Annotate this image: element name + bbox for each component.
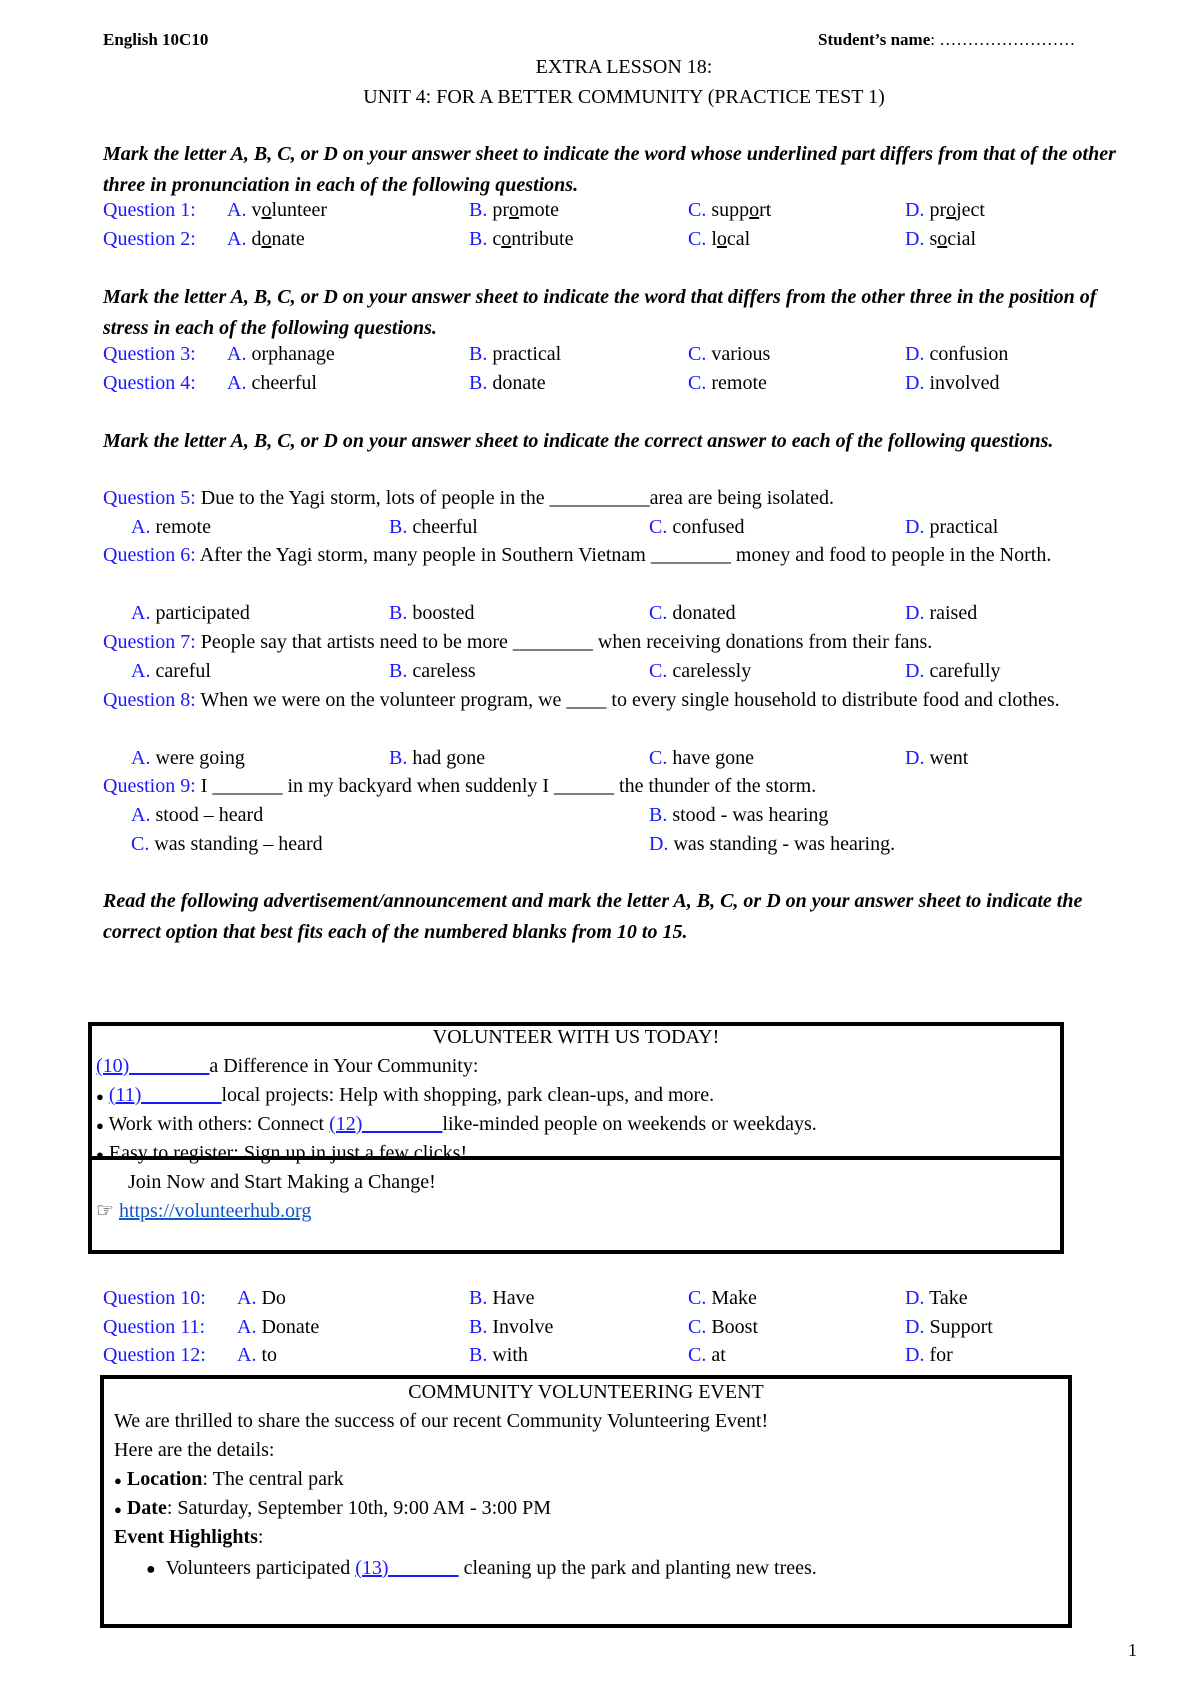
question-label: Question 2: <box>103 228 196 250</box>
option-d[interactable]: D. involved <box>905 372 1000 394</box>
option-a[interactable]: A. stood – heard <box>131 804 264 826</box>
option-a[interactable]: A. Do <box>237 1287 286 1309</box>
underlined-part: o <box>261 199 272 221</box>
option-b[interactable]: B. promote <box>469 199 560 221</box>
bullet-icon: ● <box>146 1561 156 1578</box>
underlined-part: o <box>509 199 520 221</box>
underlined-part: o <box>261 228 272 250</box>
option-b[interactable]: B. contribute <box>469 228 574 250</box>
option-b[interactable]: B. donate <box>469 372 546 394</box>
underlined-part: o <box>749 199 760 221</box>
question-8-stem: Question 8: When we were on the volunteer program, we ____ to every single household to distribute food and clothes. <box>103 689 1060 711</box>
option-c[interactable]: C. donated <box>649 602 736 624</box>
event-highlight-1: ● Volunteers participated (13)_______ cleaning up the park and planting new trees. <box>146 1557 817 1579</box>
question-12 <box>103 1340 1143 1370</box>
option-d[interactable]: D. for <box>905 1344 953 1366</box>
option-d[interactable]: D. raised <box>905 602 978 624</box>
option-a[interactable]: A. were going <box>131 747 245 769</box>
option-a[interactable]: A. donate <box>227 228 305 250</box>
question-7-options <box>103 656 1143 686</box>
option-b[interactable]: B. Have <box>469 1287 535 1309</box>
question-2 <box>103 224 1143 254</box>
option-c[interactable]: C. Make <box>688 1287 757 1309</box>
underlined-part: o <box>937 228 948 250</box>
bullet-icon: ● <box>114 1502 122 1517</box>
option-c[interactable]: C. was standing – heard <box>131 833 323 855</box>
option-d[interactable]: D. Support <box>905 1316 993 1338</box>
underlined-part: o <box>946 199 957 221</box>
option-c[interactable]: C. support <box>688 199 772 221</box>
question-1 <box>103 195 1143 225</box>
option-b[interactable]: B. practical <box>469 343 562 365</box>
option-a[interactable]: A. careful <box>131 660 211 682</box>
student-name-label: Student’s name <box>818 30 931 49</box>
pointing-hand-icon: ☞ <box>96 1200 114 1222</box>
event-title: COMMUNITY VOLUNTEERING EVENT <box>408 1381 764 1403</box>
grammar-instruction: Mark the letter A, B, C, or D on your answer sheet to indicate the correct answer to each of the following questions. <box>103 430 1054 452</box>
event-location: ● Location: The central park <box>114 1468 344 1490</box>
option-d[interactable]: D. went <box>905 747 969 769</box>
option-b[interactable]: B. boosted <box>389 602 475 624</box>
student-name-dots: : …………………… <box>930 30 1076 49</box>
option-a[interactable]: A. orphanage <box>227 343 335 365</box>
option-a[interactable]: A. Donate <box>237 1316 320 1338</box>
volunteerhub-link[interactable]: https://volunteerhub.org <box>118 1200 312 1222</box>
lesson-title: EXTRA LESSON 18: <box>535 56 713 78</box>
ad-line-1: (10)________a Difference in Your Community: <box>96 1055 479 1077</box>
question-label: Question 10: <box>103 1287 206 1309</box>
volunteer-ad-box-outline <box>88 1022 1064 1254</box>
question-10 <box>103 1283 1143 1313</box>
option-b[interactable]: B. Involve <box>469 1316 554 1338</box>
blank-12[interactable]: (12)________ <box>329 1113 443 1135</box>
community-event-box <box>100 1375 1072 1628</box>
question-label: Question 4: <box>103 372 196 394</box>
blank-11[interactable]: (11)________ <box>108 1084 222 1106</box>
option-d[interactable]: D. practical <box>905 516 999 538</box>
underlined-part: o <box>501 228 512 250</box>
question-6-stem: Question 6: After the Yagi storm, many people in Southern Vietnam ________ money and food to people in the North. <box>103 544 1052 566</box>
option-b[interactable]: B. had gone <box>389 747 486 769</box>
option-a[interactable]: A. to <box>237 1344 278 1366</box>
question-3 <box>103 339 1143 369</box>
question-label: Question 12: <box>103 1344 206 1366</box>
question-label: Question 3: <box>103 343 196 365</box>
option-a[interactable]: A. remote <box>131 516 211 538</box>
ad-line-4: ● Easy to register: Sign up in just a few clicks! <box>96 1142 468 1164</box>
question-7-stem: Question 7: People say that artists need to be more ________ when receiving donations from their fans. <box>103 631 933 653</box>
option-a[interactable]: A. participated <box>131 602 250 624</box>
option-d[interactable]: D. project <box>905 199 985 221</box>
page-number: 1 <box>1128 1640 1137 1660</box>
option-d[interactable]: D. was standing - was hearing. <box>649 833 896 855</box>
question-label: Question 11: <box>103 1316 206 1338</box>
bullet-icon: ● <box>96 1089 104 1104</box>
option-c[interactable]: C. various <box>688 343 771 365</box>
event-intro: We are thrilled to share the success of our recent Community Volunteering Event! <box>114 1410 769 1432</box>
option-c[interactable]: C. carelessly <box>649 660 752 682</box>
option-c[interactable]: C. Boost <box>688 1316 759 1338</box>
question-8-options <box>103 743 1143 773</box>
ad-line-3: ● Work with others: Connect (12)________like-minded people on weekends or weekdays. <box>96 1113 817 1135</box>
option-c[interactable]: C. remote <box>688 372 767 394</box>
ad-line-5: Join Now and Start Making a Change! <box>128 1171 436 1193</box>
option-b[interactable]: B. careless <box>389 660 476 682</box>
bullet-icon: ● <box>114 1473 122 1488</box>
event-details-label: Here are the details: <box>114 1439 275 1461</box>
option-c[interactable]: C. at <box>688 1344 726 1366</box>
question-6-options <box>103 598 1143 628</box>
class-label: English 10C10 <box>103 30 209 49</box>
option-b[interactable]: B. with <box>469 1344 528 1366</box>
event-date: ● Date: Saturday, September 10th, 9:00 AM - 3:00 PM <box>114 1497 552 1519</box>
option-c[interactable]: C. local <box>688 228 751 250</box>
question-11 <box>103 1312 1143 1342</box>
ad-line-2: ● (11)________local projects: Help with shopping, park clean-ups, and more. <box>96 1084 715 1106</box>
question-label: Question 1: <box>103 199 196 221</box>
blank-13[interactable]: (13)_______ <box>355 1557 459 1579</box>
option-a[interactable]: A. cheerful <box>227 372 317 394</box>
question-9-stem: Question 9: I _______ in my backyard when suddenly I ______ the thunder of the storm. <box>103 775 817 797</box>
student-name-field <box>818 30 1075 50</box>
question-5-options <box>103 512 1143 542</box>
question-4 <box>103 368 1143 398</box>
underlined-part: o <box>716 228 727 250</box>
question-9-options-ab <box>103 800 1143 830</box>
blank-10[interactable]: (10)________ <box>96 1055 210 1077</box>
bullet-icon: ● <box>96 1147 104 1162</box>
ad-link-line <box>96 1196 311 1226</box>
unit-title: UNIT 4: FOR A BETTER COMMUNITY (PRACTICE TEST 1) <box>363 86 885 108</box>
option-d[interactable]: D. Take <box>905 1287 968 1309</box>
option-d[interactable]: D. confusion <box>905 343 1009 365</box>
option-c[interactable]: C. confused <box>649 516 745 538</box>
bullet-icon: ● <box>96 1118 104 1133</box>
pronunciation-instruction: Mark the letter A, B, C, or D on your answer sheet to indicate the word whose underlined part differs from that of the other three in pronunciation in each of the following questions. <box>103 143 1116 196</box>
option-d[interactable]: D. carefully <box>905 660 1001 682</box>
option-b[interactable]: B. stood - was hearing <box>649 804 829 826</box>
stress-instruction: Mark the letter A, B, C, or D on your answer sheet to indicate the word that differs from the other three in the position of stress in each of the following questions. <box>103 286 1097 339</box>
option-d[interactable]: D. social <box>905 228 977 250</box>
event-highlights-label: Event Highlights: <box>114 1526 264 1548</box>
reading-instruction: Read the following advertisement/announcement and mark the letter A, B, C, or D on your answer sheet to indicate the correct option that best fits each of the numbered blanks from 10 to 15. <box>103 890 1083 943</box>
question-5-stem: Question 5: Due to the Yagi storm, lots of people in the __________area are being isolated. <box>103 487 834 509</box>
option-b[interactable]: B. cheerful <box>389 516 478 538</box>
question-9-options-cd <box>103 829 1143 859</box>
option-c[interactable]: C. have gone <box>649 747 754 769</box>
ad-title: VOLUNTEER WITH US TODAY! <box>432 1026 720 1048</box>
option-a[interactable]: A. volunteer <box>227 199 327 221</box>
